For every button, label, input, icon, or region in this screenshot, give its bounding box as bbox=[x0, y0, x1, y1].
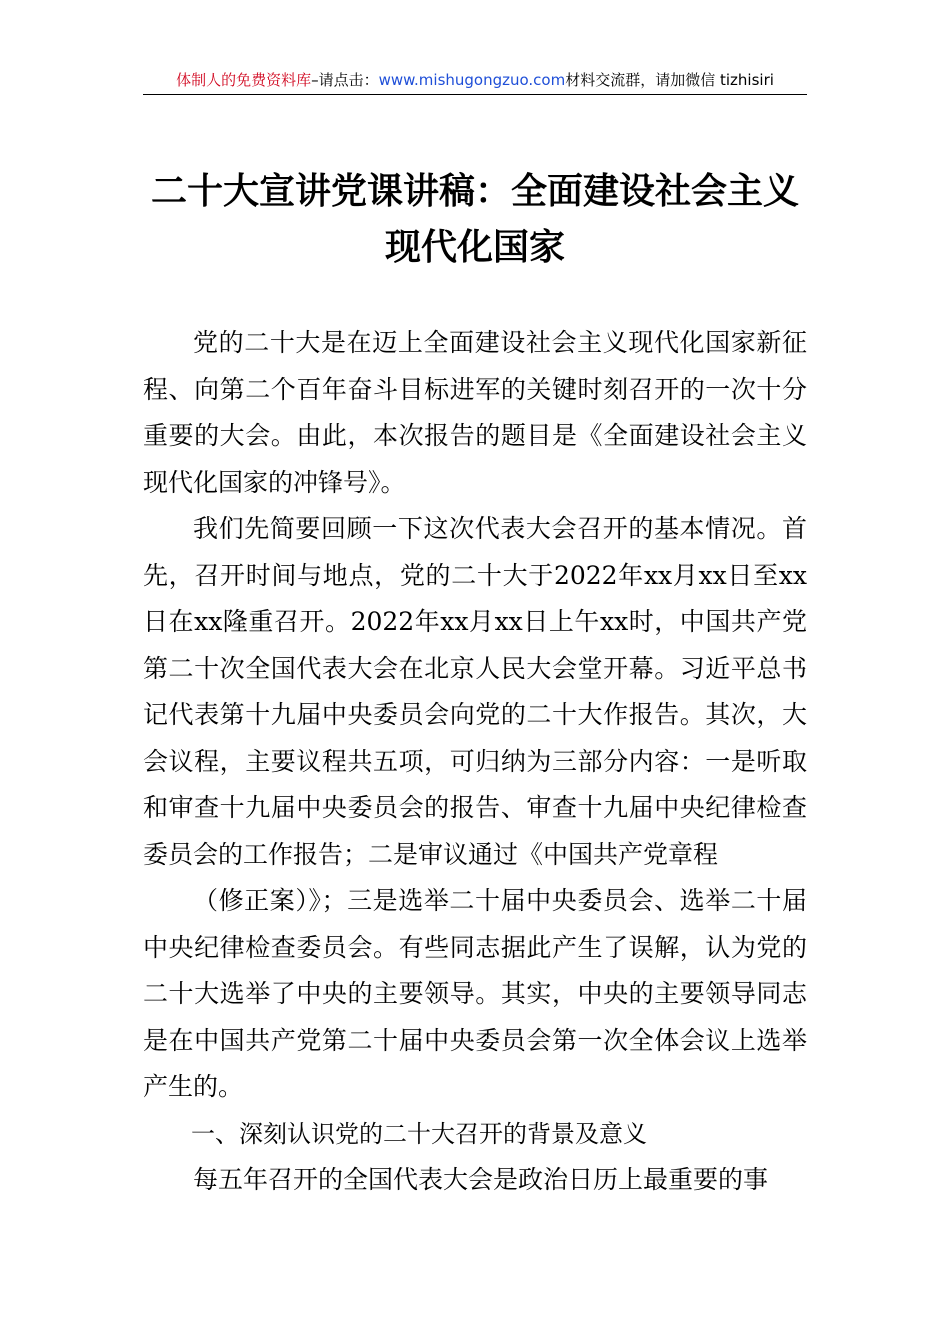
header-divider bbox=[143, 94, 807, 95]
link-prefix: –请点击： bbox=[311, 71, 379, 89]
document-body bbox=[143, 320, 807, 1204]
paragraph-overview: 我们先简要回顾一下这次代表大会召开的基本情况。首先，召开时间与地点，党的二十大于2022年xx月xx日至xx日在xx隆重召开。2022年xx月xx日上午xx时，中国共产党第二十次全国代表大会在北京人民大会堂开幕。习近平总书记代表第十九届中央委员会向党的二十大作报告。其次，大会议程，主要议程共五项，可归纳为三部分内容：一是听取和审查十九届中央委员会的报告、审查十九届中央纪律检查委员会的工作报告；二是审议通过《中国共产党章程 bbox=[143, 514, 807, 869]
section-heading: 一、深刻认识党的二十大召开的背景及意义 bbox=[191, 1119, 647, 1148]
contact-note: 材料交流群，请加微信 tizhisiri bbox=[565, 71, 774, 89]
site-name: 体制人的免费资料库 bbox=[176, 71, 312, 89]
site-link[interactable]: www.mishugongzuo.com bbox=[378, 71, 566, 89]
paragraph-section-start: 每五年召开的全国代表大会是政治日历上最重要的事 bbox=[193, 1165, 769, 1194]
paragraph-intro: 党的二十大是在迈上全面建设社会主义现代化国家新征程、向第二个百年奋斗目标进军的关键时刻召开的一次十分重要的大会。由此，本次报告的题目是《全面建设社会主义现代化国家的冲锋号》。 bbox=[143, 328, 807, 497]
document-title bbox=[143, 163, 807, 275]
title-line-2: 现代化国家 bbox=[384, 226, 565, 268]
title-line-1: 二十大宣讲党课讲稿：全面建设社会主义 bbox=[150, 170, 799, 212]
paragraph-agenda: （修正案）》；三是选举二十届中央委员会、选举二十届中央纪律检查委员会。有些同志据此产生了误解，认为党的二十大选举了中央的主要领导。其实，中央的主要领导同志是在中国共产党第二十届中央委员会第一次全体会议上选举产生的。 bbox=[143, 886, 807, 1101]
page-header bbox=[143, 66, 807, 94]
